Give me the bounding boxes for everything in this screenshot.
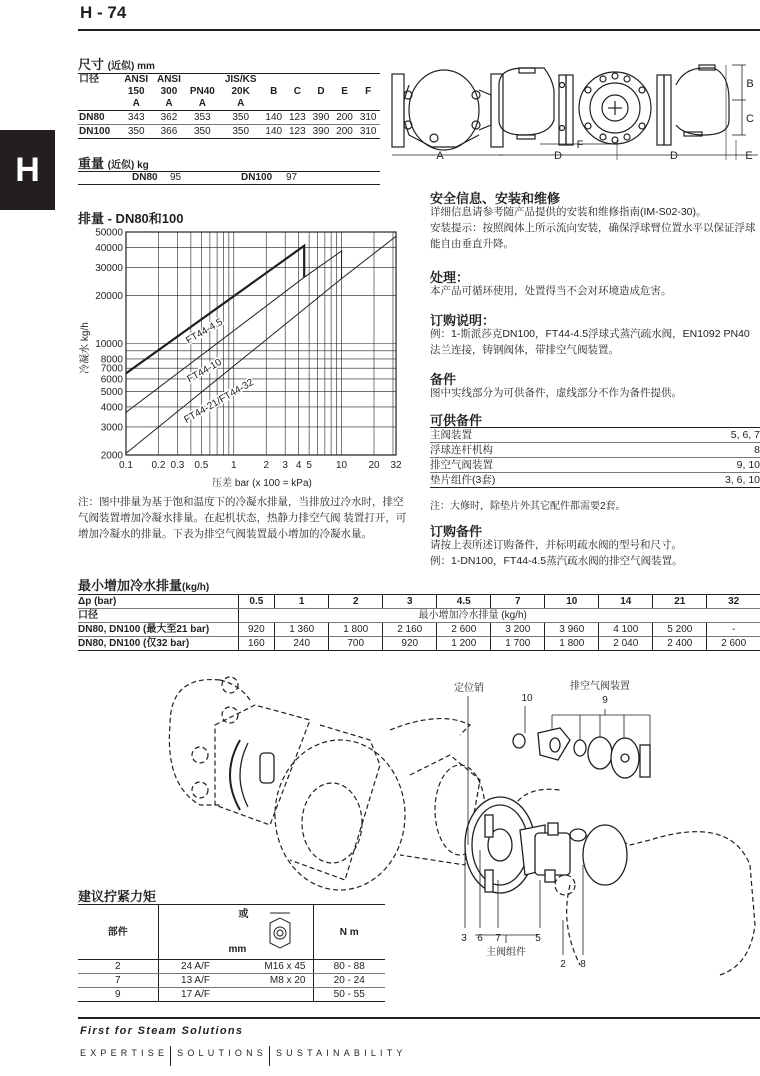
col-jis: JIS/KS — [219, 74, 262, 87]
x-tick-label: 0.3 — [170, 460, 185, 471]
cell: 343 — [120, 111, 153, 125]
dim-label-b: B — [746, 78, 754, 90]
torque-nm: 80 - 88 — [313, 960, 385, 974]
y-tick-label: 4000 — [100, 402, 123, 414]
y-tick-label: 10000 — [95, 339, 123, 350]
part-label-6: 6 — [477, 933, 483, 944]
series-label: FT44-10 — [185, 356, 224, 386]
torque-part: 9 — [78, 988, 158, 1002]
dimensions-title-text: 尺寸 — [78, 57, 105, 72]
page-number: H - 74 — [80, 3, 127, 22]
flow-cell: 3 960 — [545, 623, 599, 637]
part-label-2: 2 — [560, 959, 566, 970]
torque-part: 2 — [78, 960, 158, 974]
torque-af: 17 A/F — [181, 989, 210, 1000]
float-link — [260, 753, 274, 783]
y-tick-label: 2000 — [100, 450, 123, 462]
spares-note: 注：大修时，除垫片外其它配件都需要2套。 — [430, 501, 626, 512]
torque-title: 建议拧紧力矩 — [78, 889, 157, 904]
y-tick-label: 3000 — [100, 422, 123, 434]
cell: 123 — [286, 125, 310, 139]
x-tick-label: 10 — [335, 460, 348, 471]
body-side — [409, 70, 479, 150]
y-tick-label: 40000 — [95, 242, 123, 254]
flow-pressure-header: 2 — [329, 595, 383, 609]
dimensions-subtitle: (近似) mm — [107, 61, 155, 72]
flow-pressure-header: 10 — [545, 595, 599, 609]
footer-tagline — [80, 1048, 407, 1068]
table-row — [78, 637, 760, 651]
flow-cell: 2 400 — [653, 637, 707, 651]
x-tick-label: 32 — [390, 460, 402, 471]
flow-pressure-header: 4.5 — [437, 595, 491, 609]
flow-cell: 1 800 — [545, 637, 599, 651]
min-flow-title-text: 最小增加冷水排量 — [78, 578, 183, 593]
col-b: B — [270, 86, 278, 97]
label-air-vent-assembly: 排空气阀装置 — [570, 681, 630, 692]
spare-parts: 8 — [645, 443, 760, 458]
table-row — [78, 974, 385, 988]
flow-cell: 1 700 — [491, 637, 545, 651]
tagline-divider — [269, 1046, 270, 1066]
x-tick-label: 2 — [263, 460, 270, 471]
spare-name: 浮球连杆机构 — [430, 443, 645, 458]
torque-nm: 20 - 24 — [313, 974, 385, 988]
flow-pressure-header: 3 — [383, 595, 437, 609]
chart-note: 注：图中排量为基于饱和温度下的冷凝水排量，当排放过冷水时，排空气阀装置增加冷凝水排量。在起机状态，热静力排空气阀 装置打开，可增加冷凝水的排量。下表为排空气阀装置最小增加的冷凝水量。 — [78, 496, 407, 540]
dim-label-d: D — [554, 150, 562, 162]
y-tick-label: 30000 — [95, 262, 123, 274]
flow-cell: 1 200 — [437, 637, 491, 651]
flow-cell: 1 360 — [275, 623, 329, 637]
flow-row-label: DN80, DN100 (最大至21 bar) — [78, 623, 238, 637]
col-jis-class: 20K — [231, 86, 250, 97]
torque-col-or: 或 — [238, 909, 249, 920]
col-e: E — [341, 86, 348, 97]
body-left-front — [499, 68, 554, 120]
weight-value: 95 — [170, 172, 182, 183]
hex-nut-icon — [270, 913, 290, 948]
min-flow-title — [78, 575, 209, 594]
footer-rule — [78, 1017, 760, 1019]
x-tick-label: 1 — [230, 460, 237, 471]
cell: 390 — [309, 125, 333, 139]
cell: 350 — [219, 111, 262, 125]
table-row — [78, 988, 385, 1002]
cell: 200 — [333, 111, 357, 125]
chart-title-text: 排量 - DN80和100 — [78, 211, 184, 226]
col-c: C — [293, 86, 301, 97]
dashed-cover-left — [169, 680, 220, 805]
ordering-text: 例：1-斯派莎克DN100，FT44-4.5浮球式蒸汽疏水阀，EN1092 PN40法兰连接，铸钢阀体，带排空气阀装置。 — [430, 328, 750, 356]
torque-thread: M8 x 20 — [269, 975, 306, 986]
y-tick-label: 7000 — [100, 363, 123, 375]
torque-col-size — [158, 905, 313, 960]
weight-subtitle: (近似) kg — [107, 160, 149, 171]
flow-cell: - — [707, 623, 760, 637]
header-rule — [78, 29, 760, 31]
cell: 366 — [153, 125, 186, 139]
cell: 350 — [120, 125, 153, 139]
flow-pressure-header: 0.5 — [238, 595, 275, 609]
flow-pressure-header: 14 — [599, 595, 653, 609]
cell: 362 — [153, 111, 186, 125]
flow-cell: 2 160 — [383, 623, 437, 637]
min-flow-table — [78, 594, 760, 651]
flow-row-label: DN80, DN100 (仅32 bar) — [78, 637, 238, 651]
spare-name: 排空气阀装置 — [430, 458, 645, 473]
table-row — [430, 428, 760, 443]
flow-size-label: 口径 — [78, 610, 98, 621]
flow-cell: 5 200 — [653, 623, 707, 637]
min-flow-unit: (kg/h) — [182, 582, 210, 593]
y-tick-label: 6000 — [100, 374, 123, 386]
flow-cell: 3 200 — [491, 623, 545, 637]
tagline-expertise: EXPERTISE — [80, 1048, 169, 1058]
torque-nm: 50 - 55 — [313, 988, 385, 1002]
spare-name: 垫片组件(3套) — [430, 473, 645, 488]
flow-cell: 920 — [383, 637, 437, 651]
table-row — [78, 111, 380, 125]
torque-col-nm: N m — [313, 905, 385, 960]
label-locating-pin: 定位销 — [454, 683, 484, 694]
flow-cell: 1 800 — [329, 623, 383, 637]
available-spares-table — [430, 427, 760, 488]
cell: 310 — [356, 125, 380, 139]
col-ansi300-class: 300 — [160, 86, 178, 97]
torque-part: 7 — [78, 974, 158, 988]
table-row — [430, 473, 760, 488]
col-size: 口径 — [78, 74, 120, 87]
disposal-text: 本产品可循环使用，处置得当不会对环境造成危害。 — [430, 285, 672, 297]
row-size: DN80 — [78, 111, 120, 125]
flow-pressure-header: 21 — [653, 595, 707, 609]
x-tick-label: 0.2 — [151, 460, 166, 471]
weight-size: DN100 — [241, 172, 273, 183]
safety-text-1: 详细信息请参考随产品提供的安装和维修指南(IM-S02-30)。 — [430, 206, 707, 218]
flow-cell: 160 — [238, 637, 275, 651]
cell: 353 — [185, 111, 219, 125]
weight-row — [78, 171, 380, 185]
flow-pressure-header: 7 — [491, 595, 545, 609]
cell: 310 — [356, 111, 380, 125]
col-f: F — [365, 86, 372, 97]
y-tick-label: 5000 — [100, 387, 123, 399]
part-label-7: 7 — [495, 933, 501, 944]
dimensions-title — [78, 54, 155, 73]
spare-parts: 3, 6, 10 — [645, 473, 760, 488]
flow-pressure-header: 1 — [275, 595, 329, 609]
cell: 350 — [219, 125, 262, 139]
table-row — [78, 960, 385, 974]
flange-left — [392, 74, 404, 147]
flow-cell: 4 100 — [599, 623, 653, 637]
flow-pressure-header: 32 — [707, 595, 760, 609]
col-ansi150-a: A — [132, 98, 140, 109]
spare-parts: 5, 6, 7 — [645, 428, 760, 443]
order-spares-title: 订购备件 — [430, 524, 483, 539]
col-jis-a: A — [237, 98, 245, 109]
col-ansi300: ANSI — [153, 74, 186, 87]
table-row — [78, 623, 760, 637]
cell: 200 — [333, 125, 357, 139]
weight-size: DN80 — [132, 172, 158, 183]
torque-thread: M16 x 45 — [264, 961, 306, 972]
flow-header-label: Δp (bar) — [78, 595, 238, 609]
disposal-title: 处理： — [430, 270, 470, 285]
x-tick-label: 0.1 — [119, 460, 133, 471]
col-pn40-a: A — [198, 98, 206, 109]
series-line-0 — [126, 246, 304, 374]
tagline-divider — [170, 1046, 171, 1066]
weight-title — [78, 153, 149, 172]
tagline-solutions: SOLUTIONS — [177, 1048, 267, 1058]
safety-title: 安全信息、安装和维修 — [430, 191, 561, 206]
dim-label-d2: D — [670, 150, 678, 162]
dimension-drawing — [384, 50, 760, 170]
part-label-5: 5 — [535, 933, 541, 944]
y-tick-label: 20000 — [95, 290, 123, 302]
x-tick-label: 4 — [295, 460, 302, 471]
torque-col-mm: mm — [228, 944, 247, 955]
spare-parts: 9, 10 — [645, 458, 760, 473]
cell: 140 — [262, 125, 286, 139]
spares-title: 备件 — [430, 372, 457, 387]
table-row — [430, 443, 760, 458]
weight-value: 97 — [286, 172, 298, 183]
order-spares-text-1: 请按上表所述订购备件，并标明疏水阀的型号和尺寸。 — [430, 539, 682, 551]
table-row — [78, 125, 380, 139]
col-ansi150: ANSI — [120, 74, 153, 87]
flow-cell: 240 — [275, 637, 329, 651]
x-tick-label: 5 — [306, 460, 312, 471]
solid-spare-parts — [230, 728, 650, 893]
dim-label-e: E — [745, 150, 753, 162]
section-tab — [0, 130, 55, 210]
flow-cell: 2 600 — [707, 637, 760, 651]
series-label: FT44-21/FT44-32 — [182, 377, 256, 426]
row-size: DN100 — [78, 125, 120, 139]
label-main-valve-assembly: 主阀组件 — [486, 947, 526, 958]
flow-cell: 700 — [329, 637, 383, 651]
series-label: FT44-4.5 — [184, 316, 225, 347]
part-label-10: 10 — [521, 693, 533, 704]
part-label-8: 8 — [580, 959, 586, 970]
ordering-title: 订购说明： — [430, 313, 496, 328]
order-spares-text-2: 例：1-DN100，FT44-4.5蒸汽疏水阀的排空气阀装置。 — [430, 555, 683, 567]
col-d: D — [317, 86, 325, 97]
safety-text-2: 安装提示：按照阀体上所示流向安装，确保浮球臂位置水平以保证浮球能自由垂直升降。 — [430, 222, 756, 250]
col-ansi300-a: A — [165, 98, 173, 109]
dimensions-table — [78, 73, 380, 139]
available-spares-title: 可供备件 — [430, 413, 483, 428]
col-pn40: PN40 — [189, 86, 215, 97]
part-10-gasket — [513, 734, 525, 748]
dim-label-a: A — [436, 150, 444, 162]
flow-sub-header: 最小增加冷水排量 (kg/h) — [238, 609, 760, 623]
torque-af: 24 A/F — [181, 961, 210, 972]
col-ansi150-class: 150 — [127, 86, 145, 97]
chart-xlabel: 压差 bar (x 100 = kPa) — [212, 478, 312, 489]
capacity-chart — [60, 224, 410, 492]
cell: 350 — [185, 125, 219, 139]
part-label-3: 3 — [461, 933, 467, 944]
flow-cell: 2 040 — [599, 637, 653, 651]
dim-label-c: C — [746, 113, 754, 125]
torque-table — [78, 904, 385, 1002]
cell: 123 — [286, 111, 310, 125]
spares-text: 图中实线部分为可供备件，虚线部分不作为备件提供。 — [430, 387, 682, 399]
table-row — [430, 458, 760, 473]
cell: 390 — [309, 111, 333, 125]
chart-ylabel: 冷凝水 kg/h — [80, 322, 91, 374]
flange-right — [491, 74, 503, 147]
flow-cell: 920 — [238, 623, 275, 637]
dashed-body-flange — [275, 740, 405, 890]
x-tick-label: 20 — [368, 460, 380, 471]
x-tick-label: 0.5 — [194, 460, 209, 471]
x-tick-label: 3 — [282, 460, 288, 471]
flow-cell: 2 600 — [437, 623, 491, 637]
part-label-9: 9 — [602, 695, 608, 706]
float-ball — [583, 825, 627, 885]
weight-title-text: 重量 — [78, 156, 105, 171]
spare-name: 主阀装置 — [430, 428, 645, 443]
tagline-sustainability: SUSTAINABILITY — [275, 1048, 407, 1058]
y-tick-label: 50000 — [95, 227, 123, 239]
torque-col-part: 部件 — [78, 905, 158, 960]
y-tick-label: 8000 — [100, 354, 123, 366]
footer-slogan: First for Steam Solutions — [80, 1025, 244, 1037]
section-tab-label: H — [15, 150, 40, 189]
dim-label-f: F — [576, 139, 584, 151]
cell: 140 — [262, 111, 286, 125]
torque-af: 13 A/F — [181, 975, 210, 986]
